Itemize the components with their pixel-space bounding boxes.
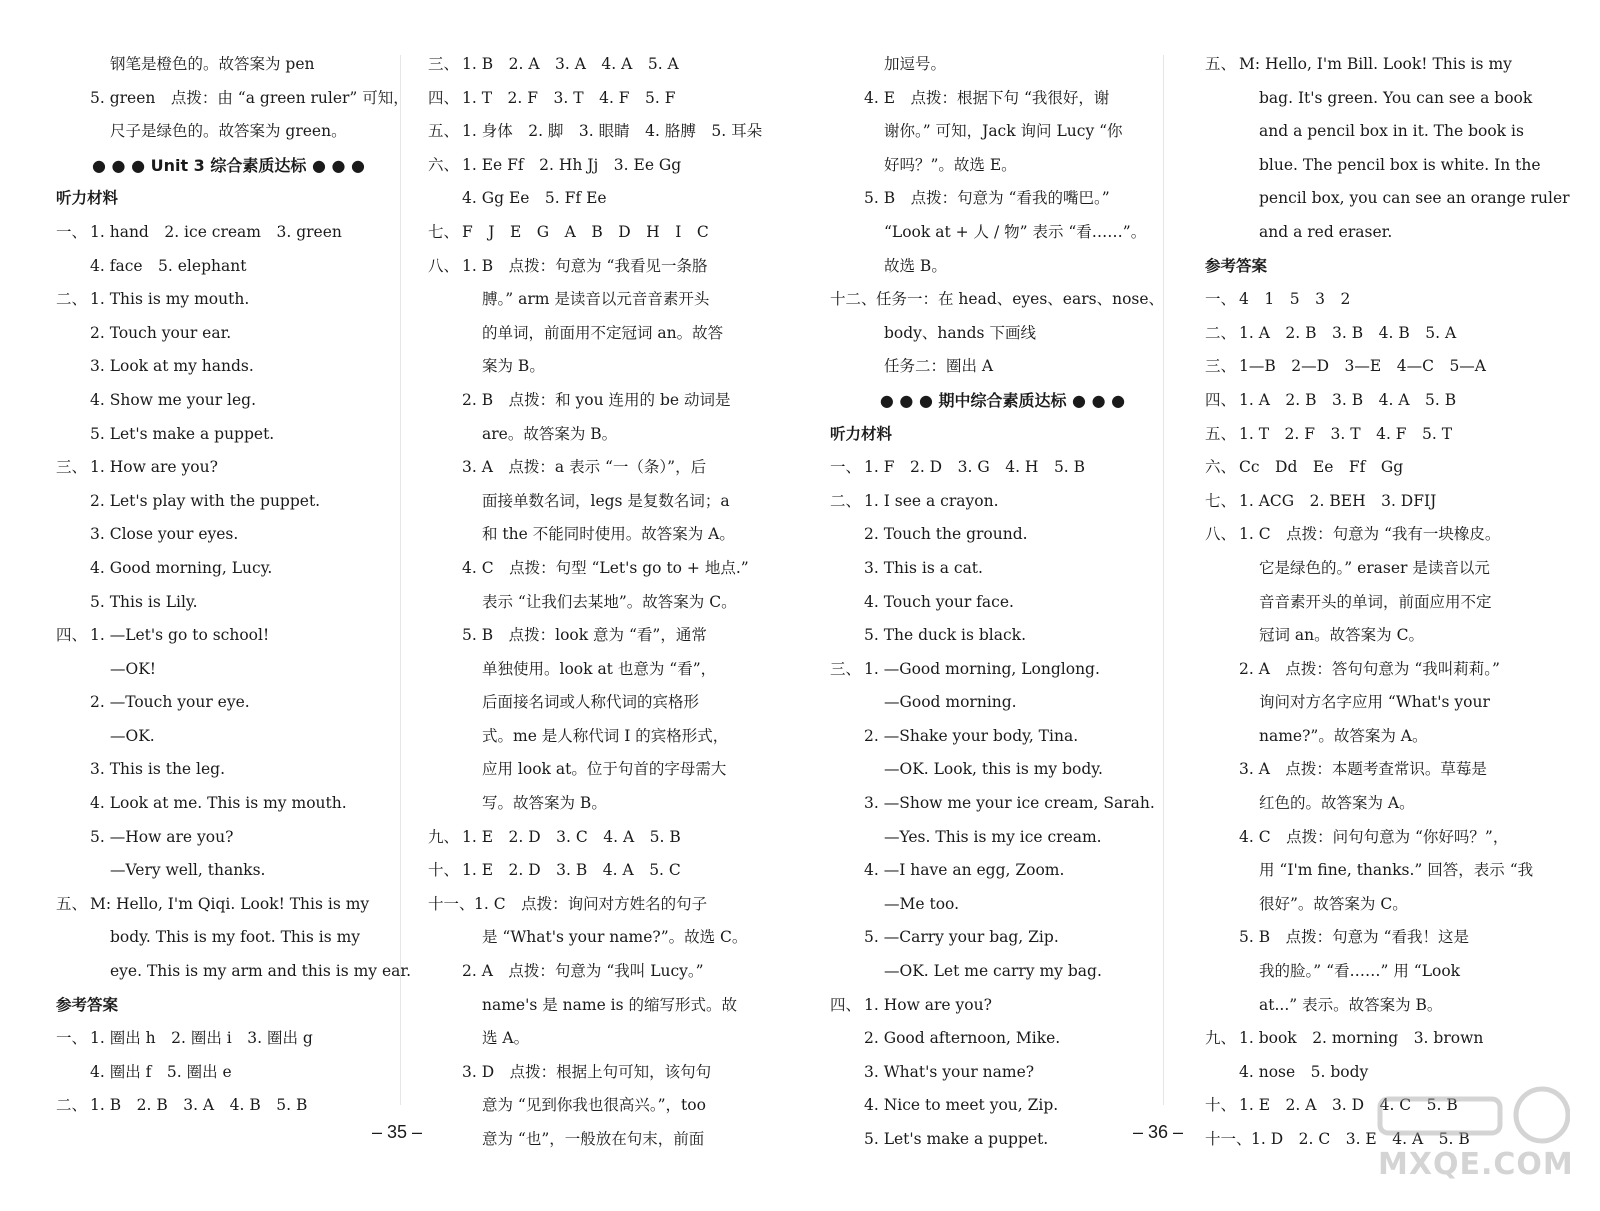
text-line [428, 1056, 773, 1090]
line-text: 尺子是绿色的。故答案为 green。 [110, 122, 347, 141]
item-label: 六、 [428, 155, 460, 174]
line-text: M: Hello, I'm Qiqi. Look! This is my [90, 894, 370, 913]
text-line [428, 518, 773, 552]
section-heading: 参考答案 [1205, 256, 1268, 275]
item-label: 五、 [56, 894, 88, 913]
text-line [428, 418, 773, 452]
line-text: “Look at + 人 / 物” 表示 “看……”。 [884, 222, 1147, 241]
text-line [56, 250, 401, 284]
item-label: 二、 [56, 290, 88, 309]
line-text: 表示 “让我们去某地”。故答案为 C。 [482, 592, 737, 611]
line-text: 4. Gg Ee 5. Ff Ee [462, 189, 607, 208]
text-line [56, 653, 401, 687]
text-line [830, 1022, 1175, 1056]
line-text: 任务二：圈出 A [884, 357, 994, 376]
text-line [428, 720, 773, 754]
line-text: and a pencil box in it. The book is [1259, 122, 1524, 141]
text-line [830, 921, 1175, 955]
line-text: 单独使用。look at 也意为 “看”， [482, 659, 717, 678]
text-line [56, 518, 401, 552]
line-text: 4. nose 5. body [1239, 1062, 1369, 1081]
text-line [1205, 317, 1550, 351]
line-text: —Good morning. [884, 693, 1017, 712]
text-line [56, 1056, 401, 1090]
text-line [428, 1123, 773, 1157]
line-text: 1. —Good morning, Longlong. [864, 659, 1100, 678]
line-text: 3. A 点拨：a 表示 “一（条）”，后 [462, 458, 707, 477]
page-number-36: – 36 – [1133, 1122, 1184, 1142]
text-line [830, 821, 1175, 855]
line-text: 任务一：在 head、eyes、ears、nose、 [876, 290, 1165, 309]
line-text: 3. A 点拨：本题考查常识。草莓是 [1239, 760, 1487, 779]
text-line [830, 1089, 1175, 1123]
text-line [830, 989, 1175, 1023]
line-text: 2. B 点拨：和 you 连用的 be 动词是 [462, 390, 731, 409]
line-text: blue. The pencil box is white. In the [1259, 155, 1541, 174]
text-line [56, 854, 401, 888]
text-line [1205, 854, 1550, 888]
line-text: F J E G A B D H I C [462, 222, 709, 241]
text-line [56, 485, 401, 519]
text-line [428, 619, 773, 653]
text-line [428, 149, 773, 183]
line-text: name's 是 name is 的缩写形式。故 [482, 995, 738, 1014]
line-text: 1. B 2. B 3. A 4. B 5. B [90, 1096, 308, 1115]
line-text: 1. A 2. B 3. B 4. B 5. A [1239, 323, 1457, 342]
line-text: 故选 B。 [884, 256, 947, 275]
text-line [428, 115, 773, 149]
line-text: 1. This is my mouth. [90, 290, 250, 309]
line-text: 1. T 2. F 3. T 4. F 5. F [462, 88, 676, 107]
line-text: body. This is my foot. This is my [110, 928, 361, 947]
line-text: 4 1 5 3 2 [1239, 290, 1351, 309]
item-label: 四、 [830, 995, 862, 1014]
line-text: 2. A 点拨：句意为 “我叫 Lucy。” [462, 962, 704, 981]
text-line [428, 317, 773, 351]
line-text: —OK. Let me carry my bag. [884, 962, 1102, 981]
text-line [428, 653, 773, 687]
line-text: 是 “What's your name?”。故选 C。 [482, 928, 748, 947]
line-text: 5. Let's make a puppet. [90, 424, 275, 443]
line-text: eye. This is my arm and this is my ear. [110, 962, 412, 981]
text-line [428, 1022, 773, 1056]
item-label: 一、 [1205, 290, 1237, 309]
line-text: body、hands 下画线 [884, 323, 1036, 342]
item-label: 六、 [1205, 458, 1237, 477]
text-line [1205, 888, 1550, 922]
line-text: 5. B 点拨：句意为 “看我！这是 [1239, 928, 1469, 947]
text-line [428, 989, 773, 1023]
text-line [428, 586, 773, 620]
text-line [830, 216, 1175, 250]
line-text: 1. F 2. D 3. G 4. H 5. B [864, 458, 1086, 477]
text-line [56, 921, 401, 955]
text-line [830, 485, 1175, 519]
line-text: 1. D 2. C 3. E 4. A 5. B [1251, 1130, 1470, 1148]
line-text: 加逗号。 [884, 55, 947, 73]
text-line [830, 518, 1175, 552]
text-line [1205, 619, 1550, 653]
text-line [56, 552, 401, 586]
text-line [1205, 485, 1550, 519]
line-text: 1. I see a crayon. [864, 491, 999, 510]
text-line [428, 955, 773, 989]
text-line [56, 821, 401, 855]
text-line [830, 1056, 1175, 1090]
text-line [830, 317, 1175, 351]
line-text: 用 “I'm fine, thanks.” 回答，表示 “我 [1259, 861, 1534, 880]
text-line [428, 821, 773, 855]
text-line [1205, 753, 1550, 787]
text-line [56, 1089, 401, 1123]
line-text: 2. Good afternoon, Mike. [864, 1029, 1061, 1048]
column-1 [56, 48, 412, 1123]
text-line [56, 753, 401, 787]
text-line [56, 48, 401, 82]
line-text: 5. —How are you? [90, 827, 234, 846]
text-line [1205, 586, 1550, 620]
text-line [830, 653, 1175, 687]
line-text: 1. hand 2. ice cream 3. green [90, 222, 342, 241]
text-line [830, 250, 1175, 284]
text-line [830, 182, 1175, 216]
line-text: 2. A 点拨：答句句意为 “我叫莉莉。” [1239, 659, 1500, 678]
text-line [56, 283, 401, 317]
text-line [56, 384, 401, 418]
line-text: 面接单数名词，legs 是复数名词；a [482, 491, 730, 510]
text-line [428, 485, 773, 519]
text-line [1205, 418, 1550, 452]
line-text: 4. C 点拨：句型 “Let's go to + 地点.” [462, 558, 749, 577]
text-line [1205, 552, 1550, 586]
item-label: 四、 [428, 88, 460, 107]
watermark-text: MXQE.COM [1378, 1147, 1574, 1182]
text-line [56, 317, 401, 351]
line-text: 1—B 2—D 3—E 4—C 5—A [1239, 357, 1486, 376]
section-heading: 听力材料 [830, 424, 893, 443]
item-label: 三、 [428, 55, 460, 73]
section-title: ● ● ● Unit 3 综合素质达标 ● ● ● [92, 155, 365, 175]
text-line [1205, 48, 1550, 82]
text-line [1205, 216, 1550, 250]
text-line [1205, 1022, 1550, 1056]
line-text: 2. —Touch your eye. [90, 693, 250, 712]
text-line [1205, 115, 1550, 149]
text-line [56, 82, 409, 116]
line-text: pencil box, you can see an orange ruler [1259, 189, 1570, 208]
line-text: 3. —Show me your ice cream, Sarah. [864, 794, 1155, 813]
text-line [56, 1022, 401, 1056]
text-line [830, 619, 1175, 653]
text-line [56, 619, 401, 653]
item-label: 十、 [428, 861, 460, 880]
line-text: 1. E 2. A 3. D 4. C 5. B [1239, 1096, 1458, 1115]
text-line [830, 552, 1175, 586]
line-text: 选 A。 [482, 1029, 530, 1048]
text-line [56, 686, 401, 720]
item-label: 四、 [56, 626, 88, 645]
item-label: 二、 [56, 1096, 88, 1115]
text-line [1205, 653, 1550, 687]
text-line [428, 787, 773, 821]
line-text: —Me too. [884, 894, 960, 913]
item-label: 七、 [428, 222, 460, 241]
text-line [428, 48, 773, 82]
text-line [830, 115, 1175, 149]
item-label: 三、 [56, 458, 88, 477]
item-label: 二、 [830, 491, 862, 510]
text-line [428, 82, 773, 116]
item-label: 三、 [1205, 357, 1237, 376]
section-heading: 听力材料 [56, 189, 119, 208]
line-text: 谢你。” 可知，Jack 询问 Lucy “你 [884, 122, 1123, 141]
text-line [428, 686, 773, 720]
line-text: 1. 圈出 h 2. 圈出 i 3. 圈出 g [90, 1029, 313, 1048]
line-text: —Yes. This is my ice cream. [884, 827, 1102, 846]
line-text: 3. This is the leg. [90, 760, 226, 779]
line-text: 2. Let's play with the puppet. [90, 491, 321, 510]
text-line [1205, 283, 1550, 317]
text-line [1205, 686, 1550, 720]
line-text: 4. Touch your face. [864, 592, 1014, 611]
item-label: 五、 [1205, 55, 1237, 73]
text-line [56, 115, 401, 149]
line-text: 4. Good morning, Lucy. [90, 558, 273, 577]
text-line [1205, 182, 1570, 216]
text-line [830, 451, 1175, 485]
text-line [1205, 518, 1550, 552]
line-text: 5. The duck is black. [864, 626, 1027, 645]
line-text: 4. Show me your leg. [90, 390, 257, 409]
text-line [428, 384, 773, 418]
line-text: 1. C 点拨：句意为 “我有一块橡皮。 [1239, 525, 1501, 544]
line-text: 意为 “也”，一般放在句末，前面 [482, 1130, 705, 1148]
line-text: —Very well, thanks. [110, 861, 266, 880]
text-line [56, 451, 401, 485]
item-label: 九、 [1205, 1029, 1237, 1048]
line-text: 2. —Shake your body, Tina. [864, 726, 1079, 745]
text-line [1205, 149, 1550, 183]
line-text: 很好”。故答案为 C。 [1259, 894, 1408, 913]
text-line [1205, 451, 1550, 485]
line-text: 膊。” arm 是读音以元音音素开头 [482, 290, 710, 309]
line-text: 它是绿色的。” eraser 是读音以元 [1259, 558, 1490, 577]
line-text: 式。me 是人称代词 I 的宾格形式， [482, 726, 729, 745]
item-label: 四、 [1205, 390, 1237, 409]
text-line [428, 1089, 773, 1123]
item-label: 十二、 [830, 290, 877, 309]
text-line [1205, 921, 1550, 955]
line-text: are。故答案为 B。 [482, 424, 618, 443]
line-text: 钢笔是橙色的。故答案为 pen [110, 55, 315, 73]
column-2 [428, 48, 773, 1157]
line-text: 5. B 点拨：句意为 “看我的嘴巴。” [864, 189, 1110, 208]
text-line [56, 720, 401, 754]
line-text: 1. How are you? [864, 995, 992, 1014]
text-line [56, 216, 401, 250]
text-line [1205, 787, 1550, 821]
text-line [428, 753, 773, 787]
column-4 [1205, 48, 1570, 1157]
text-line [428, 854, 773, 888]
text-line [56, 350, 401, 384]
text-line [428, 451, 773, 485]
text-line [428, 921, 773, 955]
text-line [830, 753, 1175, 787]
line-text: 4. Look at me. This is my mouth. [90, 794, 347, 813]
line-text: 1. How are you? [90, 458, 218, 477]
text-line [1205, 350, 1550, 384]
line-text: 冠词 an。故答案为 C。 [1259, 626, 1424, 645]
line-text: 写。故答案为 B。 [482, 794, 607, 813]
item-label: 二、 [1205, 323, 1237, 342]
text-line [830, 350, 1175, 384]
line-text: 1. 身体 2. 脚 3. 眼睛 4. 胳膊 5. 耳朵 [462, 122, 763, 141]
text-line [428, 250, 773, 284]
line-text: 好吗？”。故选 E。 [884, 155, 1017, 174]
line-text: 和 the 不能同时使用。故答案为 A。 [482, 525, 735, 544]
item-label: 七、 [1205, 491, 1237, 510]
line-text: 4. E 点拨：根据下句 “我很好，谢 [864, 88, 1110, 107]
item-label: 一、 [56, 222, 88, 241]
text-line [56, 787, 401, 821]
line-text: 1. E 2. D 3. B 4. A 5. C [462, 861, 681, 880]
line-text: Cc Dd Ee Ff Gg [1239, 458, 1404, 477]
line-text: 后面接名词或人称代词的宾格形 [482, 693, 700, 712]
line-text: 的单词，前面用不定冠词 an。故答 [482, 323, 724, 342]
item-label: 十一、 [428, 894, 475, 913]
text-line [830, 586, 1175, 620]
text-line [830, 955, 1175, 989]
text-line [1205, 989, 1550, 1023]
line-text: bag. It's green. You can see a book [1259, 88, 1533, 107]
line-text: M: Hello, I'm Bill. Look! This is my [1239, 55, 1512, 73]
item-label: 三、 [830, 659, 862, 678]
text-line [1205, 82, 1550, 116]
line-text: 音音素开头的单词，前面应用不定 [1259, 592, 1492, 611]
watermark-logo [1370, 1085, 1580, 1195]
section-title: ● ● ● 期中综合素质达标 ● ● ● [879, 390, 1126, 410]
text-line [1205, 955, 1550, 989]
text-line [56, 888, 401, 922]
line-text: 1. book 2. morning 3. brown [1239, 1029, 1484, 1048]
line-text: 5. —Carry your bag, Zip. [864, 928, 1059, 947]
line-text: 1. B 2. A 3. A 4. A 5. A [462, 55, 679, 73]
line-text: 1. B 点拨：句意为 “我看见一条胳 [462, 256, 708, 275]
line-text: 1. E 2. D 3. C 4. A 5. B [462, 827, 681, 846]
line-text: 4. 圈出 f 5. 圈出 e [90, 1062, 232, 1081]
text-line [830, 888, 1175, 922]
line-text: 5. B 点拨：look 意为 “看”，通常 [462, 626, 707, 645]
text-line [830, 1123, 1175, 1157]
line-text: 案为 B。 [482, 357, 545, 376]
line-text: and a red eraser. [1259, 222, 1393, 241]
line-text: at...” 表示。故答案为 B。 [1259, 995, 1443, 1014]
line-text: 3. What's your name? [864, 1062, 1035, 1081]
text-line [830, 787, 1175, 821]
line-text: 1. T 2. F 3. T 4. F 5. T [1239, 424, 1453, 443]
item-label: 十一、 [1205, 1130, 1252, 1148]
line-text: name?”。故答案为 A。 [1259, 726, 1428, 745]
text-line [830, 149, 1175, 183]
text-line [830, 854, 1175, 888]
line-text: 5. This is Lily. [90, 592, 198, 611]
text-line [56, 418, 401, 452]
line-text: 2. Touch your ear. [90, 323, 232, 342]
line-text: 5. Let's make a puppet. [864, 1130, 1049, 1148]
line-text: 1. A 2. B 3. B 4. A 5. B [1239, 390, 1457, 409]
item-label: 九、 [428, 827, 460, 846]
line-text: 3. D 点拨：根据上句可知，该句句 [462, 1062, 712, 1081]
line-text: 询问对方名字应用 “What's your [1259, 693, 1490, 712]
text-line [428, 216, 773, 250]
line-text: 2. Touch the ground. [864, 525, 1028, 544]
line-text: 我的脸。” “看……” 用 “Look [1259, 962, 1461, 981]
line-text: 3. Look at my hands. [90, 357, 254, 376]
line-text: 4. Nice to meet you, Zip. [864, 1096, 1059, 1115]
line-text: —OK. Look, this is my body. [884, 760, 1103, 779]
text-line [428, 182, 773, 216]
item-label: 一、 [830, 458, 862, 477]
text-line [830, 720, 1175, 754]
text-line [830, 48, 1175, 82]
text-line [56, 586, 401, 620]
text-line [56, 955, 412, 989]
section-heading: 参考答案 [56, 995, 119, 1014]
text-line [830, 283, 1175, 317]
line-text: —OK! [110, 659, 157, 678]
line-text: 3. This is a cat. [864, 558, 983, 577]
line-text: 5. green 点拨：由 “a green ruler” 可知， [90, 88, 409, 107]
text-line [428, 350, 773, 384]
line-text: 4. face 5. elephant [90, 256, 247, 275]
text-line [830, 82, 1175, 116]
line-text: 1. Ee Ff 2. Hh Jj 3. Ee Gg [462, 155, 682, 174]
item-label: 五、 [1205, 424, 1237, 443]
item-label: 五、 [428, 122, 460, 141]
line-text: —OK. [110, 726, 155, 745]
line-text: 1. C 点拨：询问对方姓名的句子 [474, 894, 708, 913]
line-text: 1. —Let's go to school! [90, 626, 270, 645]
text-line [428, 888, 773, 922]
text-line [1205, 720, 1550, 754]
item-label: 八、 [428, 256, 460, 275]
line-text: 1. ACG 2. BEH 3. DFIJ [1239, 491, 1437, 510]
item-label: 十、 [1205, 1096, 1237, 1115]
line-text: 红色的。故答案为 A。 [1259, 794, 1415, 813]
text-line [1205, 821, 1550, 855]
line-text: 应用 look at。位于句首的字母需大 [482, 760, 727, 779]
line-text: 意为 “见到你我也很高兴。”，too [482, 1096, 706, 1115]
item-label: 八、 [1205, 525, 1237, 544]
text-line [428, 283, 773, 317]
text-line [1205, 384, 1550, 418]
item-label: 一、 [56, 1029, 88, 1048]
page-number-35: – 35 – [372, 1122, 423, 1142]
line-text: 3. Close your eyes. [90, 525, 239, 544]
line-text: 4. —I have an egg, Zoom. [864, 861, 1065, 880]
line-text: 4. C 点拨：问句句意为 “你好吗？”， [1239, 827, 1509, 846]
watermark-emblem-icon [1370, 1085, 1570, 1145]
text-line [830, 686, 1175, 720]
text-line [428, 552, 773, 586]
column-3 [830, 48, 1175, 1157]
